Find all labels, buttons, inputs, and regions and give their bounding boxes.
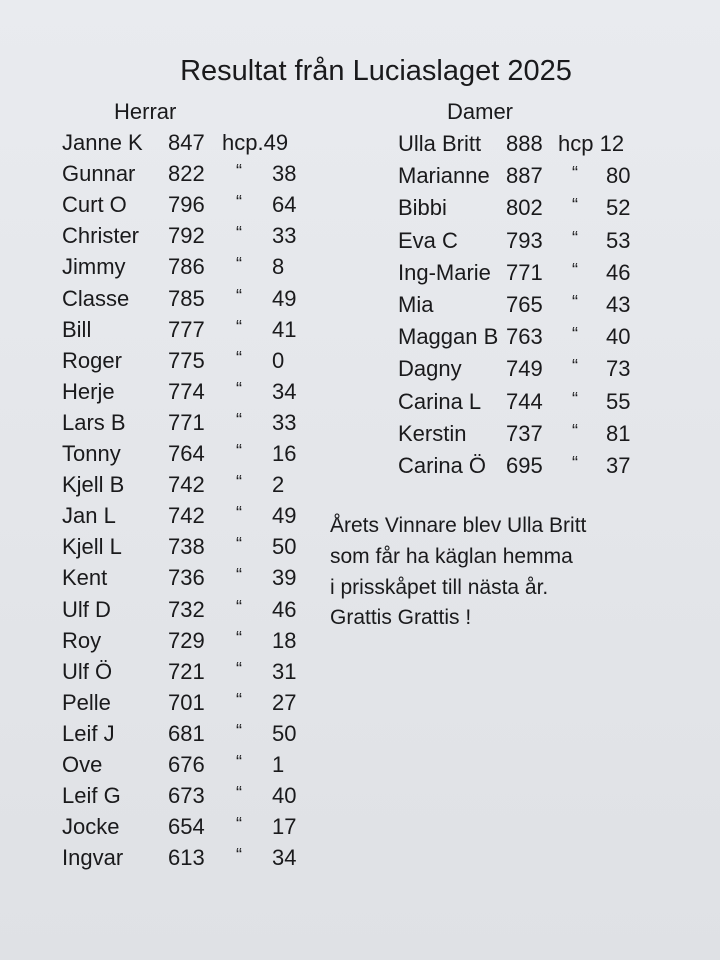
ditto-mark: “ (236, 378, 242, 399)
player-handicap: 73 (606, 356, 631, 382)
ditto-mark: “ (236, 192, 242, 213)
player-name: Bibbi (398, 195, 447, 221)
player-name: Ulla Britt (398, 131, 482, 156)
player-name: Carina L (398, 388, 482, 414)
player-score: 771 (506, 259, 543, 285)
player-score: 793 (506, 227, 543, 253)
player-name: Curt O (62, 192, 127, 218)
player-handicap: 80 (606, 163, 631, 189)
ditto-mark: “ (572, 324, 578, 345)
ditto-mark: “ (572, 388, 578, 409)
player-score: 774 (168, 378, 205, 404)
ditto-mark: “ (236, 441, 242, 461)
player-name: Marianne (398, 163, 490, 189)
ditto-mark: “ (572, 420, 578, 441)
player-name: Lars B (62, 409, 126, 435)
player-handicap: 33 (272, 223, 297, 249)
player-name: Janne K (62, 130, 143, 155)
page-title: Resultat från Luciaslaget 2025 (180, 55, 572, 87)
player-name: Leif J (62, 720, 115, 746)
player-handicap: 64 (272, 192, 297, 218)
player-handicap: 38 (272, 161, 297, 187)
player-score: 777 (168, 316, 205, 342)
player-handicap: 40 (272, 783, 297, 809)
player-score: 822 (168, 161, 205, 187)
ditto-mark: “ (236, 161, 242, 182)
player-name: Christer (62, 223, 140, 249)
player-name: Mia (398, 292, 434, 317)
ditto-mark: “ (572, 356, 578, 377)
player-handicap: 34 (272, 378, 297, 404)
player-handicap: 50 (272, 534, 297, 560)
player-handicap: 33 (272, 409, 297, 435)
player-score: 775 (168, 347, 205, 373)
ditto-mark: “ (236, 596, 242, 617)
ditto-mark: “ (572, 163, 578, 184)
player-handicap: 0 (272, 347, 285, 373)
ditto-mark: “ (236, 658, 242, 679)
ditto-mark: “ (236, 409, 242, 430)
winner-note-line-1: Årets Vinnare blev Ulla Britt (330, 514, 587, 537)
ditto-mark: “ (572, 227, 578, 248)
player-score: 792 (168, 223, 205, 249)
player-score: 887 (506, 163, 543, 189)
player-handicap: 18 (272, 627, 297, 653)
player-score: 742 (168, 503, 205, 529)
player-score: 729 (168, 627, 205, 653)
player-handicap: 2 (272, 472, 285, 498)
player-score: 888 (506, 131, 543, 156)
player-name: Jan L (62, 503, 116, 529)
player-handicap: 50 (272, 720, 297, 746)
ditto-mark: “ (572, 195, 578, 216)
ditto-mark: “ (236, 752, 242, 772)
player-handicap: 81 (606, 420, 631, 446)
player-score: 681 (168, 720, 205, 746)
player-handicap: 17 (272, 814, 297, 840)
winner-note-line-3: i prisskåpet till nästa år. (330, 576, 549, 599)
player-handicap: 41 (272, 316, 297, 342)
ditto-mark: “ (236, 845, 242, 866)
player-handicap: 52 (606, 195, 631, 221)
ditto-mark: “ (236, 720, 242, 741)
player-name: Kent (62, 565, 108, 591)
ditto-mark: “ (236, 503, 242, 524)
player-handicap: 39 (272, 565, 297, 591)
player-name: Kjell L (62, 534, 122, 560)
player-name: Herje (62, 378, 115, 404)
ditto-mark: “ (236, 814, 242, 835)
player-handicap: 1 (272, 752, 285, 777)
player-score: 744 (506, 388, 543, 414)
player-name: Jimmy (62, 254, 126, 280)
player-name: Carina Ö (398, 453, 487, 478)
player-name: Maggan B (398, 324, 499, 350)
player-name: Dagny (398, 356, 462, 382)
player-name: Gunnar (62, 161, 136, 187)
player-handicap: 46 (272, 596, 297, 622)
ditto-mark: “ (236, 254, 242, 275)
player-name: Pelle (62, 689, 111, 715)
ditto-mark: “ (236, 472, 242, 493)
player-handicap: 8 (272, 254, 285, 280)
ditto-mark: “ (572, 292, 578, 312)
ditto-mark: “ (236, 316, 242, 337)
player-score: 613 (168, 845, 205, 871)
player-name: Ulf Ö (62, 658, 113, 684)
player-handicap: 16 (272, 441, 297, 466)
player-score: 695 (506, 453, 543, 478)
player-handicap: 49 (272, 503, 297, 529)
ditto-mark: “ (236, 689, 242, 710)
player-name: Eva C (398, 227, 458, 253)
player-score: 732 (168, 596, 205, 622)
player-score: 771 (168, 409, 205, 435)
herrar-heading: Herrar (114, 99, 177, 124)
damer-heading: Damer (447, 99, 514, 124)
player-name: Leif G (62, 783, 121, 809)
player-score: 764 (168, 441, 205, 466)
player-handicap: 37 (606, 453, 631, 478)
ditto-mark: “ (236, 565, 242, 586)
player-score: 742 (168, 472, 205, 498)
player-name: Tonny (62, 441, 121, 466)
player-handicap: 40 (606, 324, 631, 350)
ditto-mark: “ (236, 534, 242, 555)
ditto-mark: “ (236, 347, 242, 368)
player-score: 654 (168, 814, 205, 840)
player-handicap: 49 (272, 285, 297, 311)
player-name: Ulf D (62, 596, 111, 622)
player-score: 796 (168, 192, 205, 218)
player-score: 676 (168, 752, 205, 777)
player-handicap: 27 (272, 689, 297, 715)
player-handicap: hcp 12 (558, 131, 625, 156)
player-score: 785 (168, 285, 205, 311)
player-name: Bill (62, 316, 92, 342)
winner-note-line-4: Grattis Grattis ! (330, 606, 472, 629)
player-name: Ove (62, 752, 103, 777)
player-score: 749 (506, 356, 543, 382)
player-score: 786 (168, 254, 205, 280)
winner-note-line-2: som får ha käglan hemma (330, 545, 573, 568)
player-handicap: 31 (272, 658, 297, 684)
ditto-mark: “ (236, 285, 242, 306)
player-handicap: 55 (606, 388, 631, 414)
player-name: Jocke (62, 814, 120, 840)
player-name: Kjell B (62, 472, 125, 498)
ditto-mark: “ (236, 783, 242, 804)
player-score: 765 (506, 292, 543, 317)
player-score: 802 (506, 195, 543, 221)
player-name: Roger (62, 347, 122, 373)
player-score: 736 (168, 565, 205, 591)
ditto-mark: “ (572, 453, 578, 473)
player-score: 847 (168, 130, 205, 155)
player-handicap: hcp.49 (222, 130, 289, 155)
player-name: Ing-Marie (398, 259, 491, 285)
player-score: 738 (168, 534, 205, 560)
player-score: 673 (168, 783, 205, 809)
player-name: Classe (62, 285, 130, 311)
ditto-mark: “ (236, 223, 242, 244)
player-name: Kerstin (398, 420, 467, 446)
player-handicap: 43 (606, 292, 631, 317)
player-score: 763 (506, 324, 543, 350)
player-handicap: 53 (606, 227, 631, 253)
player-name: Ingvar (62, 845, 124, 871)
player-score: 701 (168, 689, 205, 715)
ditto-mark: “ (236, 627, 242, 648)
player-score: 721 (168, 658, 205, 684)
player-handicap: 46 (606, 259, 631, 285)
player-handicap: 34 (272, 845, 297, 871)
ditto-mark: “ (572, 259, 578, 280)
player-name: Roy (62, 627, 102, 653)
player-score: 737 (506, 420, 543, 446)
